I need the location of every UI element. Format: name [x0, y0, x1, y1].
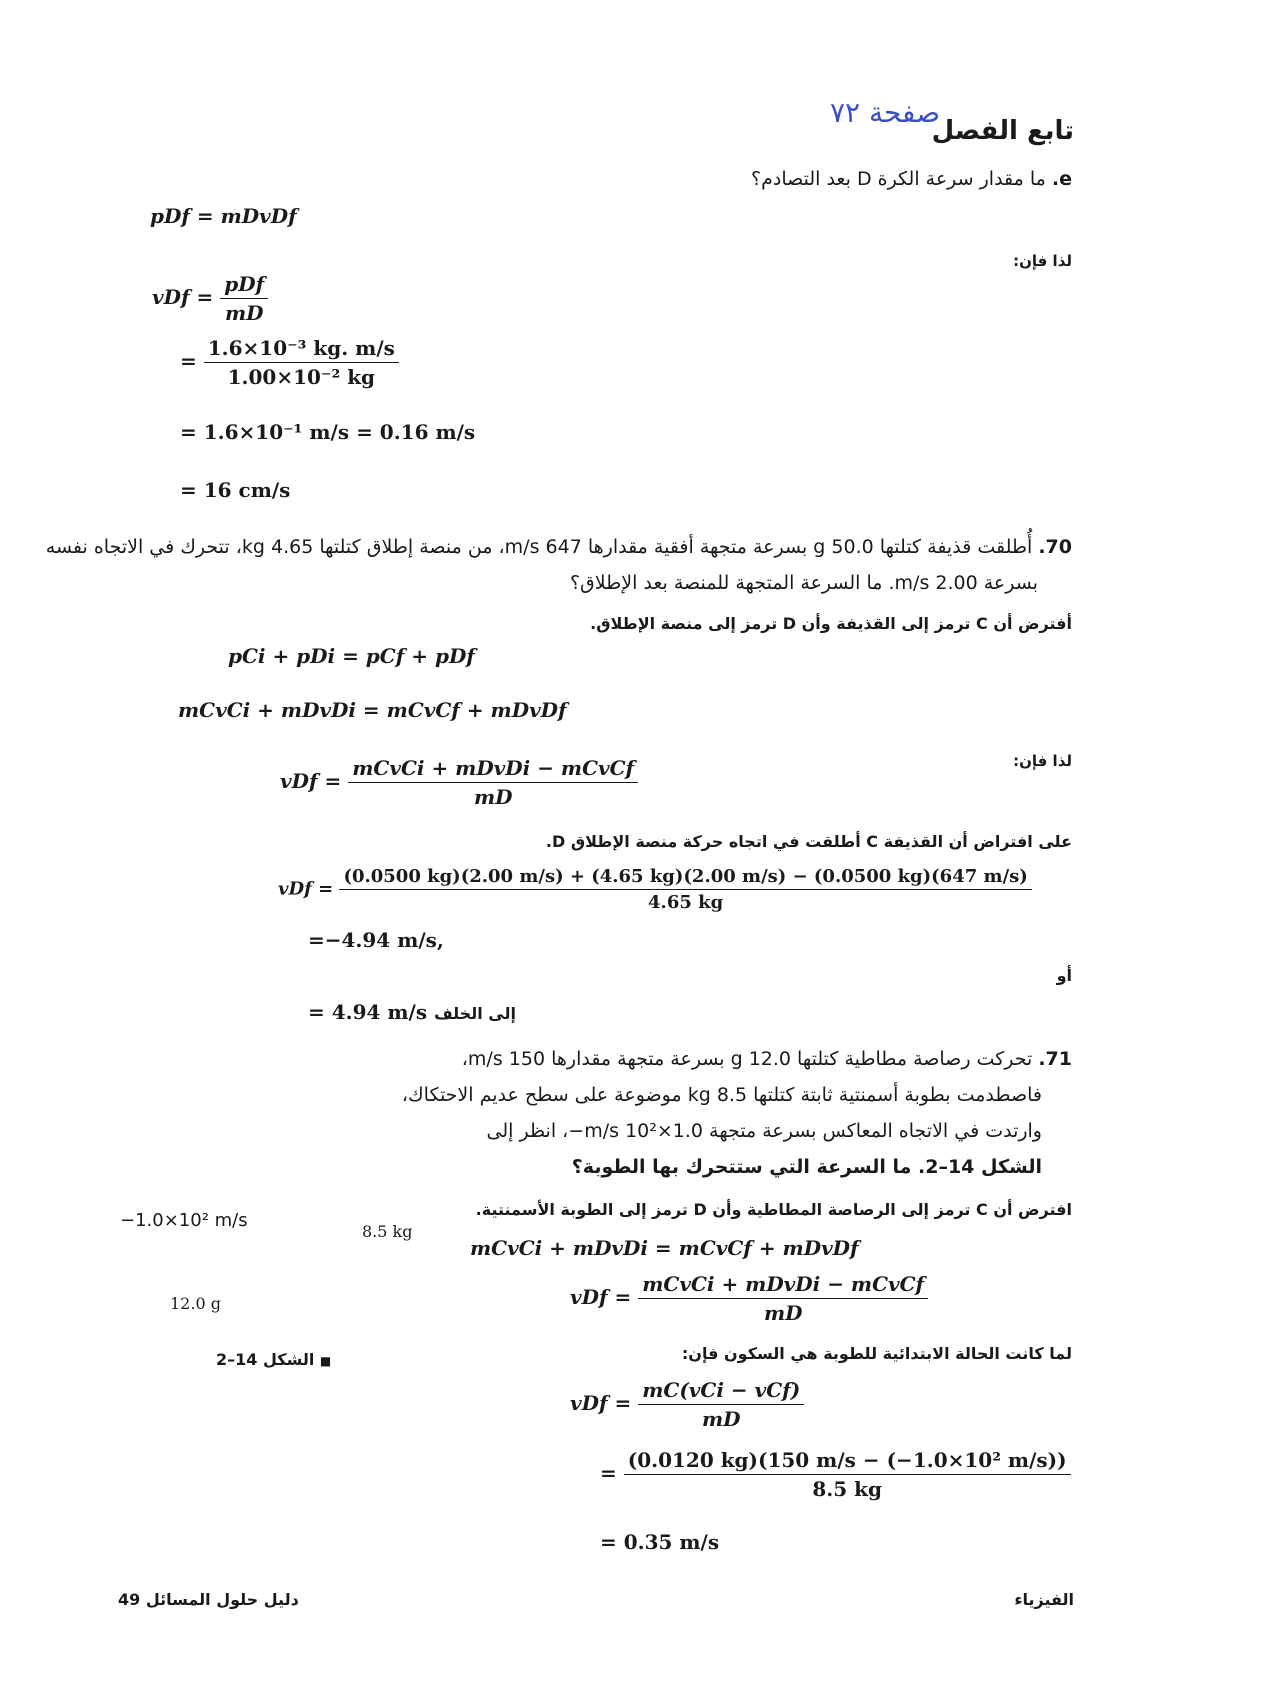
fraction-denominator: 1.00×10⁻² kg: [227, 365, 376, 389]
assumption-text: أفترض أن C ترمز إلى القذيفة وأن D ترمز إلى منصة الإطلاق.: [590, 614, 1072, 633]
problem-71-line1: [462, 1048, 1072, 1070]
problem-71-line4: الشكل 14–2. ما السرعة التي ستتحرك بها الطوبة؟: [571, 1156, 1042, 1178]
equation: mCvCi + mDvDi = mCvCf + mDvDf: [470, 1236, 859, 1260]
equation-lhs: vDf =: [280, 769, 342, 793]
equation: = 1.6×10⁻¹ m/s = 0.16 m/s: [180, 420, 476, 444]
caption-text: الشكل 14–2: [216, 1350, 315, 1369]
fraction-equation: [280, 756, 638, 809]
problem-70-line2: بسرعة 2.00 m/s. ما السرعة المتجهة للمنصة بعد الإطلاق؟: [569, 572, 1038, 594]
question-number: e.: [1051, 168, 1072, 190]
fraction-equation: [570, 1378, 804, 1431]
fraction-denominator: mD: [701, 1407, 741, 1431]
fraction-numerator: mCvCi + mDvDi − mCvCf: [348, 756, 638, 783]
fraction-equation: [600, 1448, 1071, 1501]
problem-70-line1: [46, 536, 1072, 558]
equation: = 16 cm/s: [180, 478, 291, 502]
equation: =−4.94 m/s,: [308, 928, 444, 952]
fraction-equation: [180, 336, 399, 389]
fraction-numerator: 1.6×10⁻³ kg. m/s: [204, 336, 399, 363]
since-text: لما كانت الحالة الابتدائية للطوبة هي السكون فإن:: [681, 1344, 1072, 1363]
equals-sign: =: [180, 349, 197, 373]
figure-bullet-mass: 12.0 g: [170, 1294, 221, 1313]
square-bullet-icon: ■: [319, 1354, 332, 1368]
equals-sign: =: [600, 1461, 617, 1485]
fraction-numerator: mCvCi + mDvDi − mCvCf: [638, 1272, 928, 1299]
fraction: [204, 336, 399, 389]
assumption-text: على افتراض أن القذيفة C أطلقت في اتجاه حركة منصة الإطلاق D.: [545, 832, 1072, 851]
figure-brick-mass: 8.5 kg: [362, 1222, 413, 1241]
problem-71-line3: وارتدت في الاتجاه المعاكس بسرعة متجهة 1.0×10² m/s−، انظر إلى: [486, 1120, 1042, 1142]
chapter-label: تابع الفصل: [931, 116, 1074, 146]
fraction-equation: [152, 272, 268, 325]
equation-lhs: vDf =: [570, 1391, 632, 1415]
fraction-equation: [570, 1272, 928, 1325]
fraction-denominator: mD: [763, 1301, 803, 1325]
problem-71-line2: فاصطدمت بطوبة أسمنتية ثابتة كتلتها 8.5 kg موضوعة على سطح عديم الاحتكاك،: [401, 1084, 1042, 1106]
equation: pDf = mDvDf: [150, 204, 297, 228]
fraction: [624, 1448, 1071, 1501]
problem-number: 71.: [1038, 1048, 1072, 1070]
equation-lhs: vDf =: [152, 285, 214, 309]
therefore-label: لذا فإن:: [1013, 752, 1072, 770]
fraction-numerator: (0.0500 kg)(2.00 m/s) + (4.65 kg)(2.00 m/s) − (0.0500 kg)(647 m/s): [339, 866, 1031, 890]
equation-suffix: إلى الخلف: [434, 1004, 516, 1023]
fraction-numerator: (0.0120 kg)(150 m/s − (−1.0×10² m/s)): [624, 1448, 1071, 1475]
question-text: ما مقدار سرعة الكرة D بعد التصادم؟: [751, 168, 1046, 190]
fraction: [638, 1378, 804, 1431]
fraction-denominator: mD: [224, 301, 264, 325]
problem-number: 70.: [1038, 536, 1072, 558]
equation-lhs: vDf =: [278, 878, 334, 900]
fraction-equation: [278, 866, 1032, 913]
fraction-denominator: 4.65 kg: [648, 892, 724, 913]
footer-right: الفيزياء: [1014, 1590, 1074, 1609]
page-label: صفحة ٧٢: [829, 96, 940, 129]
problem-text: تحركت رصاصة مطاطية كتلتها 12.0 g بسرعة متجهة مقدارها 150 m/s،: [461, 1048, 1033, 1070]
figure-caption: [216, 1350, 331, 1369]
question-e-text: [751, 168, 1072, 190]
equation: [308, 1000, 516, 1024]
problem-text: أُطلقت قذيفة كتلتها 50.0 g بسرعة متجهة أفقية مقدارها 647 m/s، من منصة إطلاق كتلتها 4.65 kg، تتحرك في الاتجاه نفسه: [45, 536, 1033, 558]
fraction-numerator: mC(vCi − vCf): [638, 1378, 804, 1405]
or-label: أو: [1056, 966, 1072, 985]
equation: = 0.35 m/s: [600, 1530, 720, 1554]
therefore-label: لذا فإن:: [1013, 252, 1072, 270]
fraction: [220, 272, 268, 325]
fraction: [638, 1272, 928, 1325]
fraction-denominator: 8.5 kg: [812, 1477, 882, 1501]
fraction: [339, 866, 1031, 913]
fraction-numerator: pDf: [220, 272, 268, 299]
equation-lhs: vDf =: [570, 1285, 632, 1309]
fraction-denominator: mD: [473, 785, 513, 809]
equation: pCi + pDi = pCf + pDf: [228, 644, 475, 668]
equation: mCvCi + mDvDi = mCvCf + mDvDf: [178, 698, 567, 722]
assumption-text: افترض أن C ترمز إلى الرصاصة المطاطية وأن D ترمز إلى الطوبة الأسمنتية.: [475, 1200, 1072, 1219]
figure-velocity-label: −1.0×10² m/s: [120, 1210, 248, 1231]
footer-left: دليل حلول المسائل 49: [118, 1590, 299, 1609]
fraction: [348, 756, 638, 809]
equation-value: = 4.94 m/s: [308, 1000, 428, 1024]
